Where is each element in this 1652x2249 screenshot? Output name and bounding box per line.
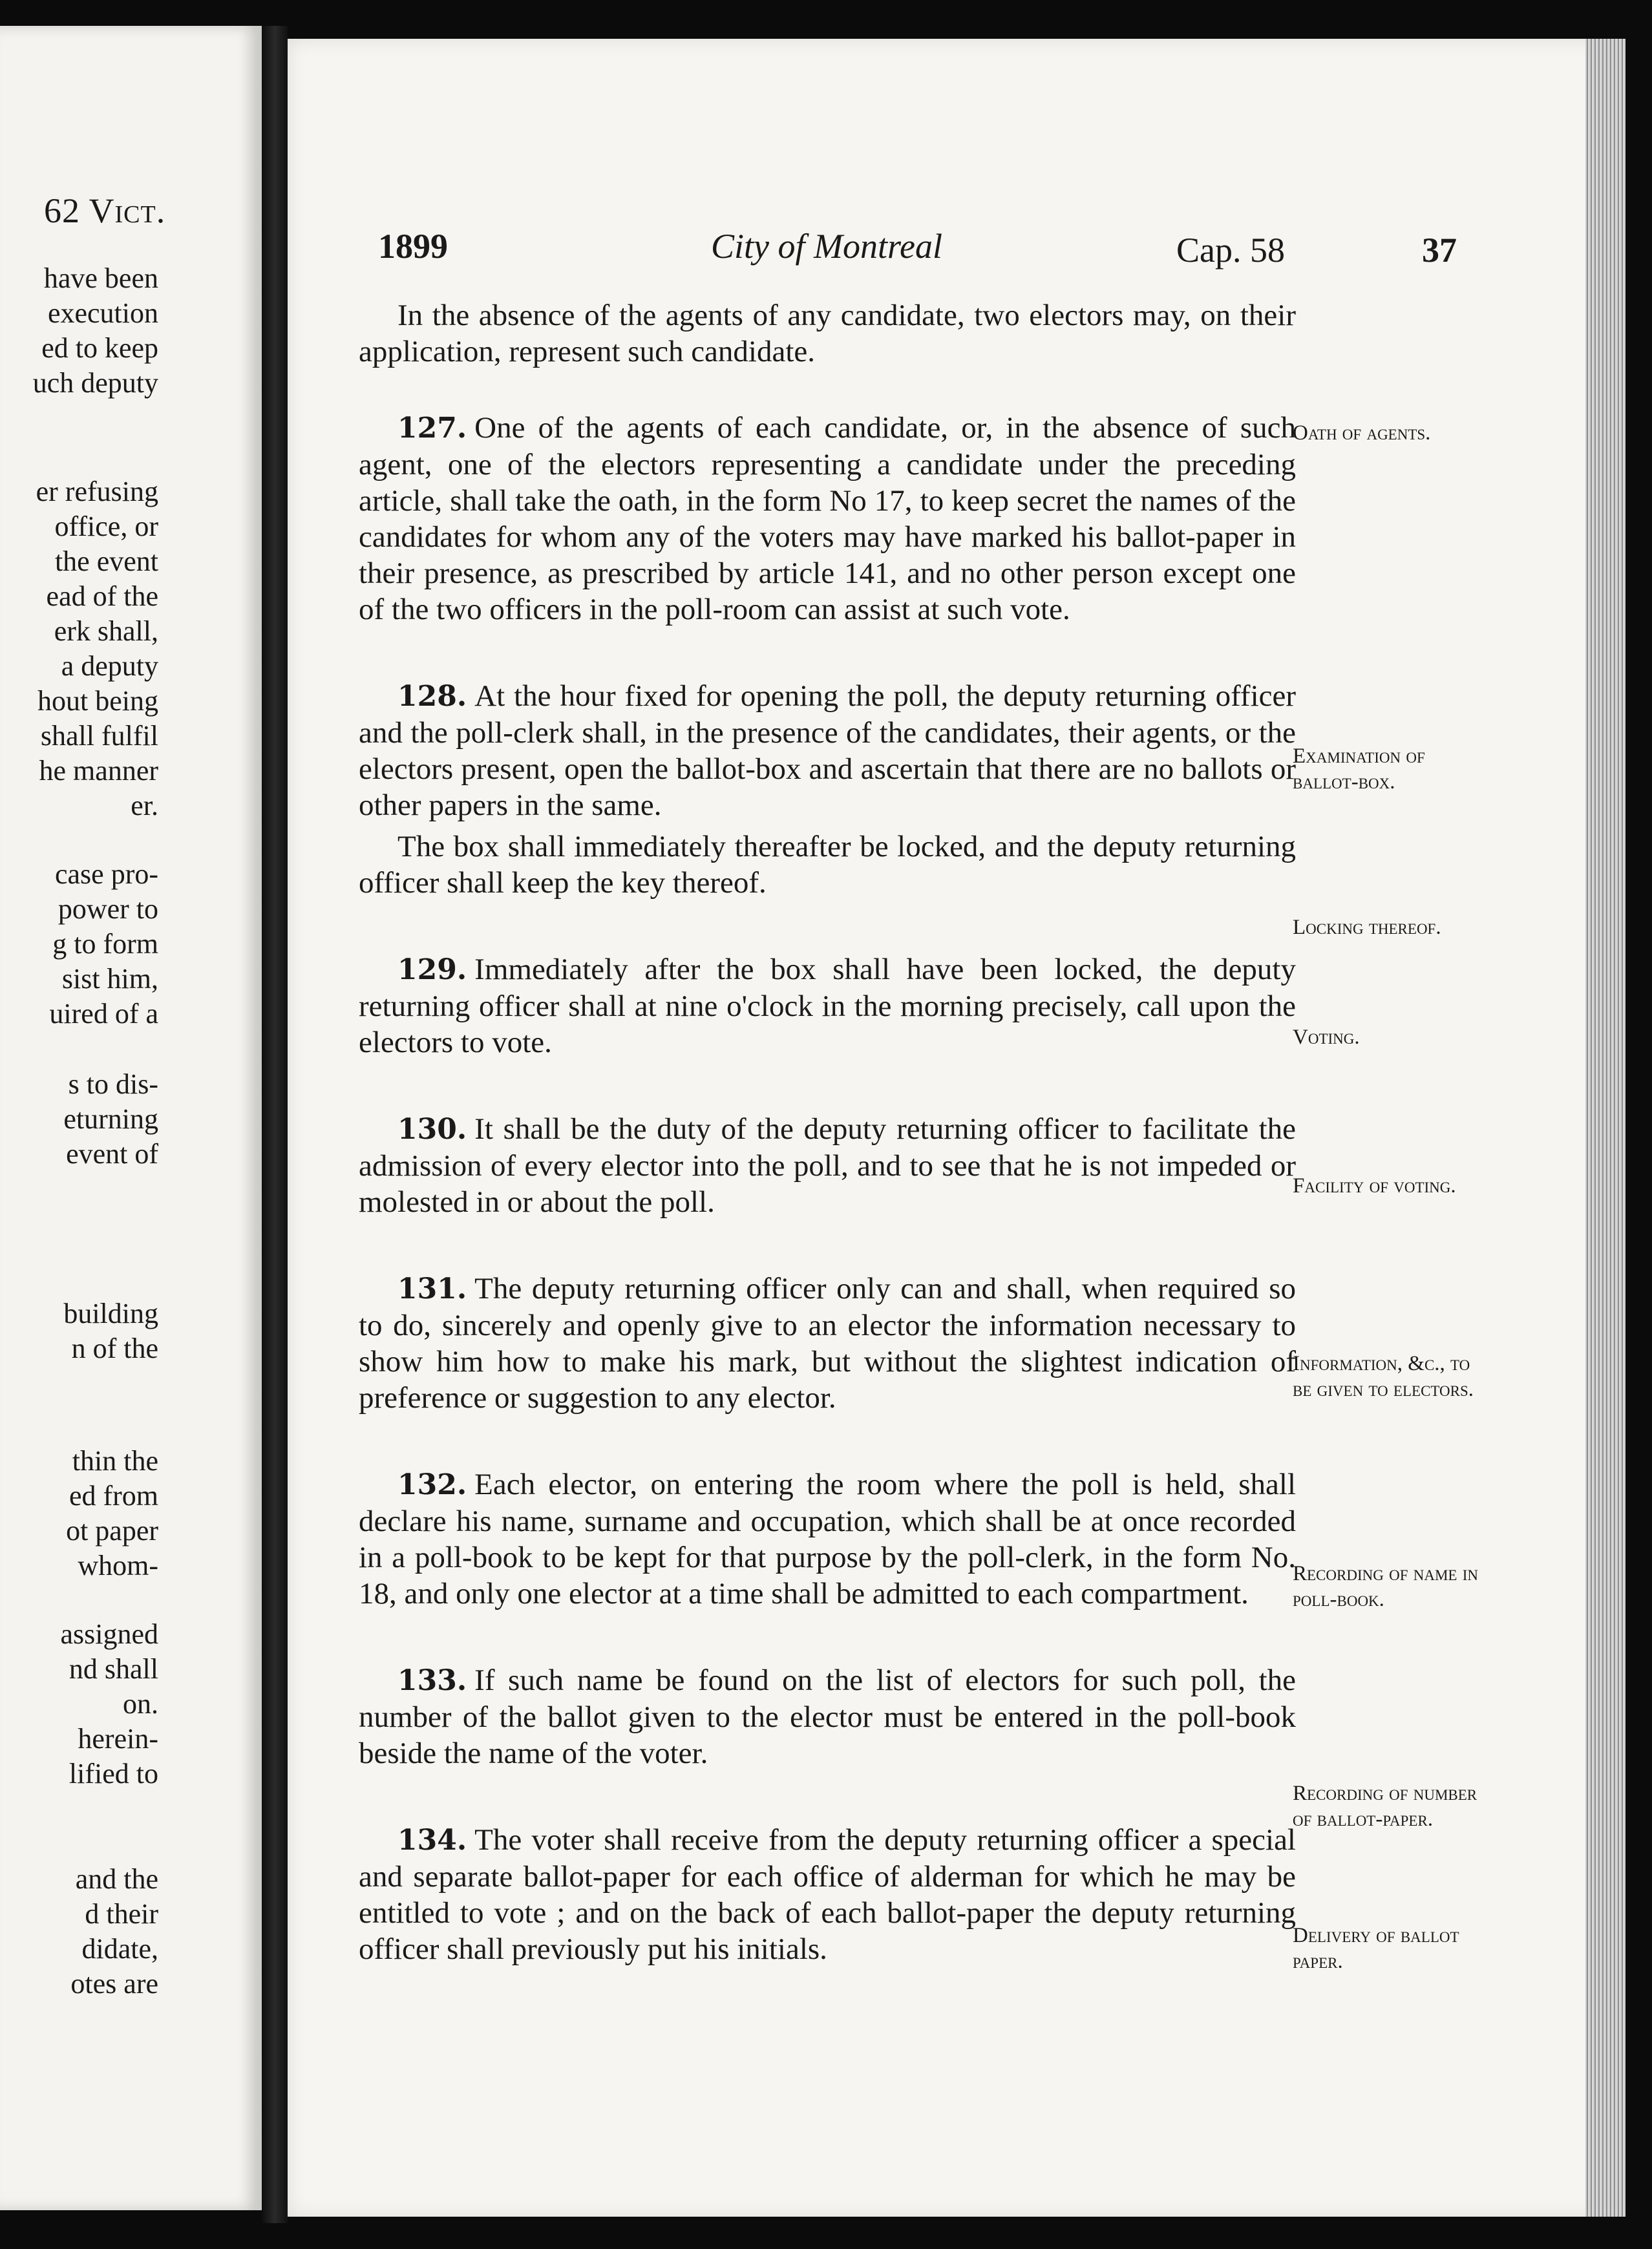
left-page-line: nd shall: [69, 1653, 158, 1685]
margin-note: Recording of name in poll-book.: [1293, 1562, 1478, 1611]
running-head: [288, 194, 1626, 269]
margin-note: Voting.: [1293, 1026, 1360, 1049]
paragraph-continuation: [359, 297, 1296, 370]
book-gutter: [262, 26, 288, 2223]
left-page-line: on.: [123, 1688, 158, 1720]
margin-note: Recording of number of ballot-paper.: [1293, 1782, 1477, 1831]
article-number: 133.: [397, 1664, 467, 1697]
article-130: [359, 1111, 1296, 1220]
left-page-header: 62 Vict.: [44, 191, 166, 230]
left-page-line: thin the: [72, 1445, 158, 1477]
article-body: [359, 297, 1296, 2018]
left-facing-page: [0, 26, 262, 2210]
left-page-line: s to dis-: [68, 1068, 158, 1100]
header-year: 1899: [378, 227, 448, 266]
left-page-line: ed to keep: [41, 332, 158, 364]
paragraph-text: One of the agents of each candidate, or, in the absence of such agent, one of the electors representing a candidate under the preceding article, shall take the oath, in the form No 17, to keep secret the names of the candidates for whom any of the voters may have marked his ballot-paper in their presence, as prescribed by article 141, and no other person except one of the two officers in the poll-room can assist at such vote.: [359, 411, 1296, 626]
margin-note: Examination of ballot-box.: [1293, 744, 1425, 794]
article-132: [359, 1466, 1296, 1612]
left-page-line: uired of a: [49, 998, 158, 1029]
article-129: [359, 951, 1296, 1061]
article-number: 131.: [397, 1272, 467, 1305]
paragraph-text: Each elector, on entering the room where the poll is held, shall declare his name, surname and occupation, which shall be at once recorded in a poll-book to be kept for that purpose by the poll-clerk, in the form No. 18, and only one elector at a time shall be admitted to each compartment.: [359, 1468, 1296, 1610]
left-page-line: herein-: [78, 1723, 158, 1755]
article-number: 129.: [397, 953, 467, 986]
margin-note: Locking thereof.: [1293, 916, 1441, 939]
article-128-locking: [359, 829, 1296, 901]
left-page-line: and the: [75, 1863, 158, 1895]
margin-note: Information, &c., to be given to electors.: [1293, 1352, 1474, 1401]
left-page-line: eturning: [63, 1103, 158, 1135]
left-page-line: er refusing: [36, 476, 158, 507]
paragraph-text: The box shall immediately thereafter be locked, and the deputy returning officer shall keep the key thereof.: [359, 830, 1296, 900]
article-number: 132.: [397, 1468, 467, 1501]
left-page-line: er.: [131, 790, 158, 821]
paragraph-text: It shall be the duty of the deputy returning officer to facilitate the admission of every elector into the poll, and to see that he is not impeded or molested in or about the poll.: [359, 1112, 1296, 1219]
margin-note: Oath of agents.: [1293, 421, 1431, 445]
left-page-line: g to form: [52, 928, 158, 960]
paragraph-text: At the hour fixed for opening the poll, the deputy returning officer and the poll-clerk shall, in the presence of the candidates, their agents, or the electors present, open the ballot-box and ascertain that there are no ballots or other papers in the same.: [359, 679, 1296, 822]
article-134: [359, 1822, 1296, 1967]
article-number: 130.: [397, 1113, 467, 1146]
left-page-line: execution: [47, 297, 158, 329]
left-page-line: erk shall,: [54, 615, 158, 647]
left-page-line: case pro-: [54, 858, 158, 890]
paragraph-text: Immediately after the box shall have been locked, the deputy returning officer shall at nine o'clock in the morning precisely, call upon the electors to vote.: [359, 953, 1296, 1059]
left-page-line: he manner: [39, 755, 158, 787]
paragraph-text: The voter shall receive from the deputy returning officer a special and separate ballot-paper for each office of alderman for which he may be entitled to vote ; and on the back of each ballot-paper the deputy returning officer shall previously put his initials.: [359, 1823, 1296, 1966]
left-page-line: the event: [54, 545, 158, 577]
left-page-line: office, or: [54, 511, 158, 542]
left-page-line: a deputy: [61, 650, 158, 682]
left-page-line: ead of the: [46, 580, 158, 612]
left-page-line: building: [63, 1298, 158, 1329]
left-page-line: lified to: [69, 1758, 158, 1790]
paragraph-text: The deputy returning officer only can and shall, when required so to do, sincerely and openly give to an elector the information necessary to show him how to make his mark, but without the slightest indication of preference or suggestion to any elector.: [359, 1272, 1296, 1415]
left-page-line: event of: [66, 1138, 158, 1170]
left-page-line: otes are: [70, 1968, 158, 2000]
left-page-line: n of the: [71, 1333, 158, 1364]
left-page-line: whom-: [78, 1550, 158, 1581]
margin-note: Delivery of ballot paper.: [1293, 1924, 1459, 1973]
left-page-line: have been: [43, 262, 158, 294]
left-page-line: shall fulfil: [40, 720, 158, 752]
article-number: 134.: [397, 1824, 467, 1857]
left-page-line: sist him,: [61, 963, 158, 995]
paragraph-text: If such name be found on the list of electors for such poll, the number of the ballot given to the elector must be entered in the poll-book beside the name of the voter.: [359, 1663, 1296, 1770]
article-number: 128.: [397, 680, 467, 713]
paragraph-text: In the absence of the agents of any candidate, two electors may, on their application, represent such candidate.: [359, 299, 1296, 368]
left-page-line: ot paper: [66, 1515, 158, 1547]
margin-note: Facility of voting.: [1293, 1174, 1456, 1198]
article-128: [359, 678, 1296, 823]
article-number: 127.: [397, 412, 467, 445]
left-page-line: hout being: [37, 685, 158, 717]
header-chapter: Cap. 58: [1176, 231, 1285, 269]
left-page-line: didate,: [81, 1933, 158, 1965]
article-133: [359, 1662, 1296, 1771]
page-edge: [1585, 39, 1626, 2217]
page-number: 37: [1422, 231, 1457, 269]
left-page-line: assigned: [60, 1618, 158, 1650]
main-page: [288, 39, 1626, 2217]
header-title: City of Montreal: [711, 227, 942, 266]
left-page-line: ed from: [69, 1480, 158, 1512]
left-page-line: d their: [85, 1898, 158, 1930]
left-page-line: power to: [58, 893, 158, 925]
article-131: [359, 1271, 1296, 1416]
article-127: [359, 410, 1296, 628]
left-page-line: uch deputy: [32, 367, 158, 399]
